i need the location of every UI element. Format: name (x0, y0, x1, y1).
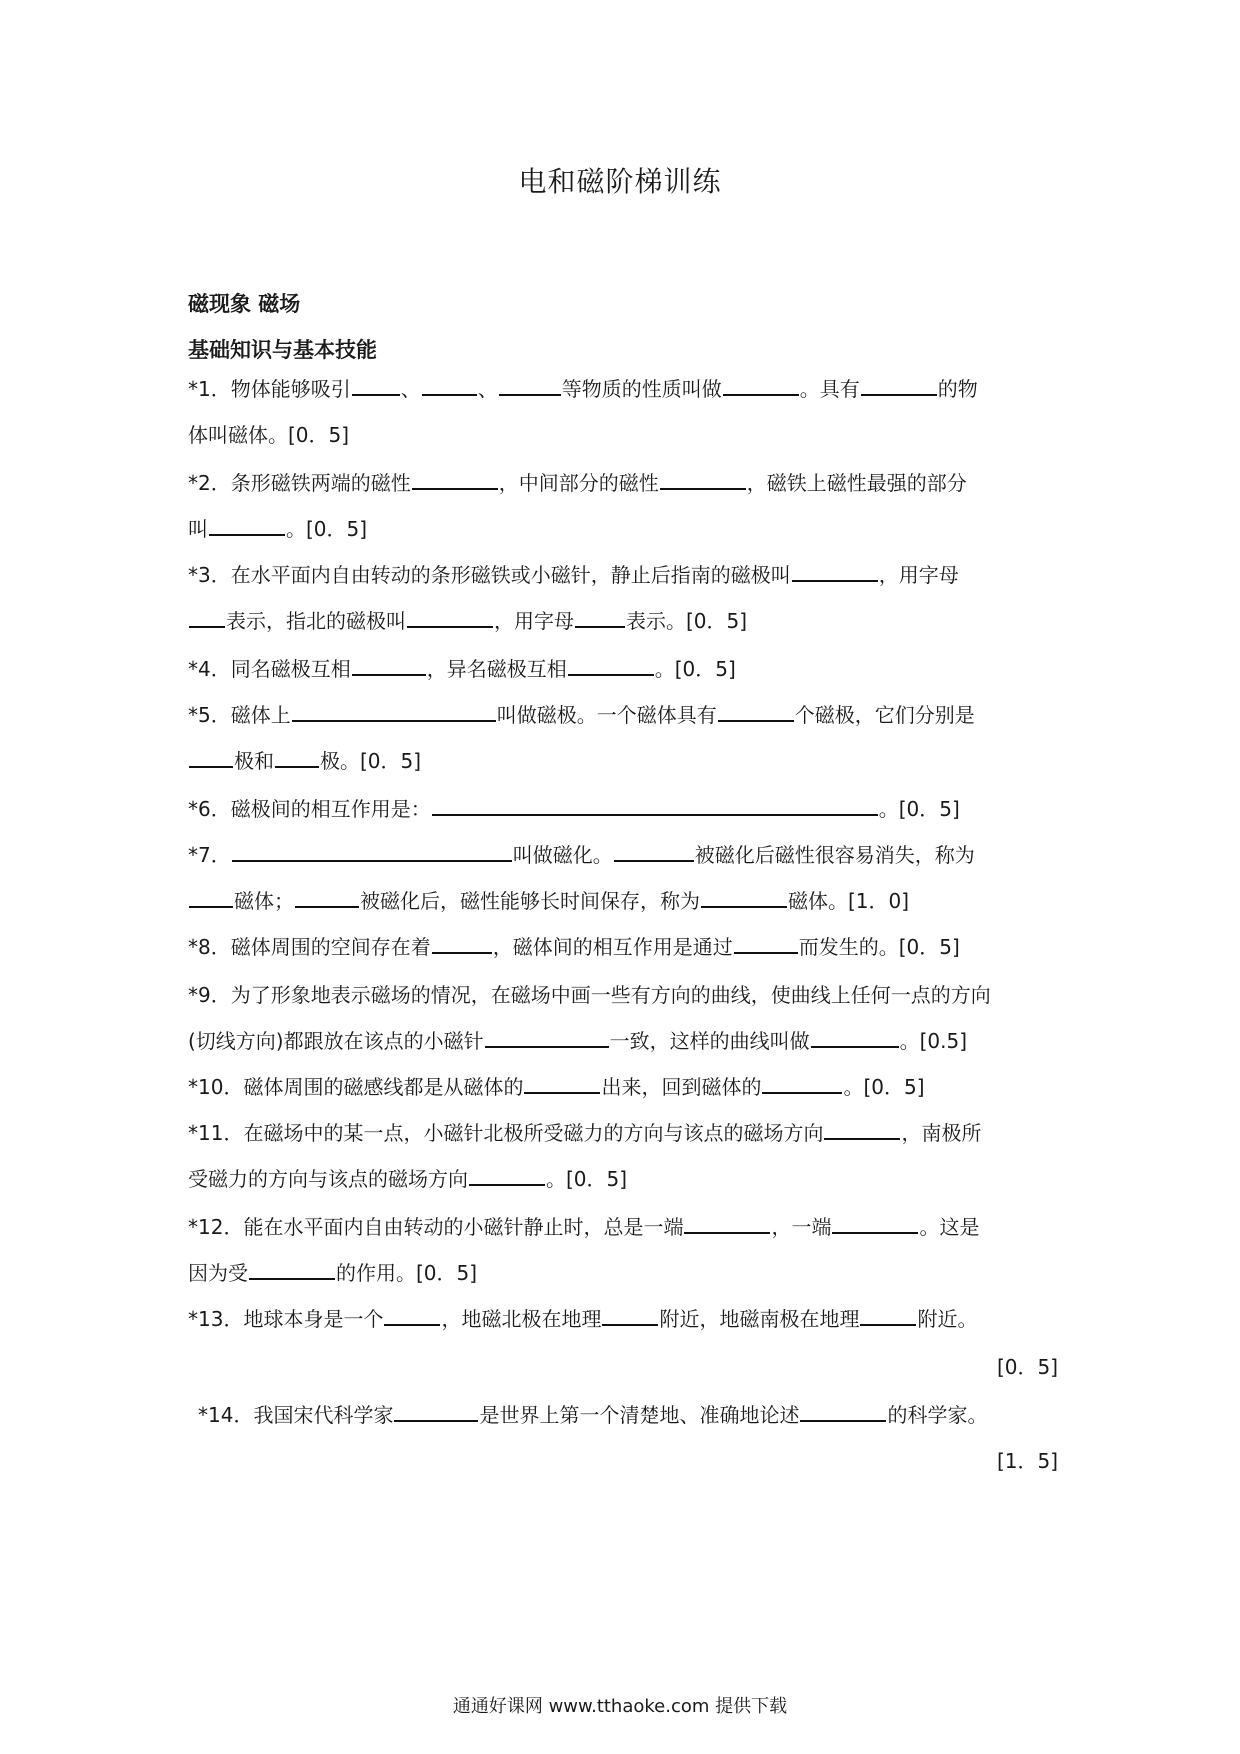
question-9-line-2: (切线方向)都跟放在该点的小磁针 一致，这样的曲线叫做 。[0.5] (188, 1026, 1058, 1056)
answer-blank[interactable] (792, 560, 878, 582)
answer-blank[interactable] (407, 606, 493, 628)
answer-blank[interactable] (824, 1118, 900, 1140)
answer-blank[interactable] (832, 1212, 918, 1234)
question-7-line-2: 磁体； 被磁化后，磁性能够长时间保存，称为 磁体。[1．0] (188, 886, 1058, 916)
answer-blank[interactable] (275, 746, 319, 768)
answer-blank[interactable] (469, 1164, 545, 1186)
question-14-score: [1．5] (996, 1449, 1058, 1473)
question-11-line-1: *11．在磁场中的某一点，小磁针北极所受磁力的方向与该点的磁场方向 ，南极所 (188, 1118, 1058, 1148)
answer-blank[interactable] (384, 1304, 440, 1326)
answer-blank[interactable] (718, 700, 794, 722)
answer-blank[interactable] (209, 514, 285, 536)
answer-blank[interactable] (189, 886, 233, 908)
answer-blank[interactable] (189, 606, 225, 628)
question-13-line-1: *13．地球本身是一个 ，地磁北极在地理 附近，地磁南极在地理 附近。 (188, 1304, 1058, 1334)
answer-blank[interactable] (861, 374, 937, 396)
answer-blank[interactable] (232, 840, 512, 862)
answer-blank[interactable] (524, 1072, 600, 1094)
question-13-score: [0．5] (996, 1355, 1058, 1379)
question-5-line-2: 极和 极。[0．5] (188, 746, 1058, 776)
section-heading: 磁现象 磁场 (188, 292, 301, 316)
question-1-line-2: 体叫磁体。[0．5] (188, 423, 350, 447)
answer-blank[interactable] (860, 1304, 916, 1326)
answer-blank[interactable] (568, 654, 654, 676)
question-10-line-1: *10．磁体周围的磁感线都是从磁体的 出来，回到磁体的 。[0．5] (188, 1072, 1058, 1102)
answer-blank[interactable] (575, 606, 625, 628)
answer-blank[interactable] (352, 374, 400, 396)
question-6-line-1: *6．磁极间的相互作用是： 。[0．5] (188, 794, 1058, 824)
question-5-line-1: *5．磁体上 叫做磁极。一个磁体具有 个磁极，它们分别是 (188, 700, 1058, 730)
answer-blank[interactable] (701, 886, 787, 908)
question-2-line-2: 叫 。[0．5] (188, 514, 1058, 544)
answer-blank[interactable] (485, 1026, 609, 1048)
answer-blank[interactable] (249, 1258, 335, 1280)
answer-blank[interactable] (723, 374, 799, 396)
answer-blank[interactable] (352, 654, 426, 676)
answer-blank[interactable] (800, 1400, 886, 1422)
answer-blank[interactable] (614, 840, 694, 862)
answer-blank[interactable] (295, 886, 359, 908)
answer-blank[interactable] (292, 700, 496, 722)
page-title: 电和磁阶梯训练 (518, 165, 722, 198)
answer-blank[interactable] (499, 374, 561, 396)
answer-blank[interactable] (394, 1400, 478, 1422)
answer-blank[interactable] (422, 374, 477, 396)
question-8-line-1: *8．磁体周围的空间存在着 ，磁体间的相互作用是通过 而发生的。[0．5] (188, 932, 1058, 962)
question-3-line-1: *3．在水平面内自由转动的条形磁铁或小磁针，静止后指南的磁极叫 ，用字母 (188, 560, 1058, 590)
question-2-line-1: *2．条形磁铁两端的磁性 ，中间部分的磁性 ，磁铁上磁性最强的部分 (188, 468, 1058, 498)
subsection-heading: 基础知识与基本技能 (188, 338, 377, 362)
answer-blank[interactable] (811, 1026, 899, 1048)
question-12-line-2: 因为受 的作用。[0．5] (188, 1258, 1058, 1288)
question-12-line-1: *12．能在水平面内自由转动的小磁针静止时，总是一端 ，一端 。这是 (188, 1212, 1058, 1242)
question-1-line-1: *1．物体能够吸引 、 、 等物质的性质叫做 。具有 的物 (188, 374, 1058, 404)
answer-blank[interactable] (602, 1304, 658, 1326)
question-4-line-1: *4．同名磁极互相 ，异名磁极互相 。[0．5] (188, 654, 1058, 684)
answer-blank[interactable] (660, 468, 746, 490)
answer-blank[interactable] (412, 468, 498, 490)
answer-blank[interactable] (189, 746, 233, 768)
answer-blank[interactable] (684, 1212, 770, 1234)
answer-blank[interactable] (762, 1072, 842, 1094)
question-3-line-2: 表示，指北的磁极叫 ，用字母 表示。[0．5] (188, 606, 1058, 636)
page-footer: 通通好课网 www.tthaoke.com 提供下载 (452, 1696, 788, 1717)
question-11-line-2: 受磁力的方向与该点的磁场方向 。[0．5] (188, 1164, 1058, 1194)
answer-blank[interactable] (432, 932, 492, 954)
question-14-line-1: *14．我国宋代科学家 是世界上第一个清楚地、准确地论述 的科学家。 (198, 1400, 1068, 1430)
question-9-line-1: *9．为了形象地表示磁场的情况，在磁场中画一些有方向的曲线，使曲线上任何一点的方向 (188, 983, 991, 1007)
question-7-line-1: *7． 叫做磁化。 被磁化后磁性很容易消失，称为 (188, 840, 1058, 870)
answer-blank[interactable] (734, 932, 798, 954)
answer-blank[interactable] (432, 794, 878, 816)
